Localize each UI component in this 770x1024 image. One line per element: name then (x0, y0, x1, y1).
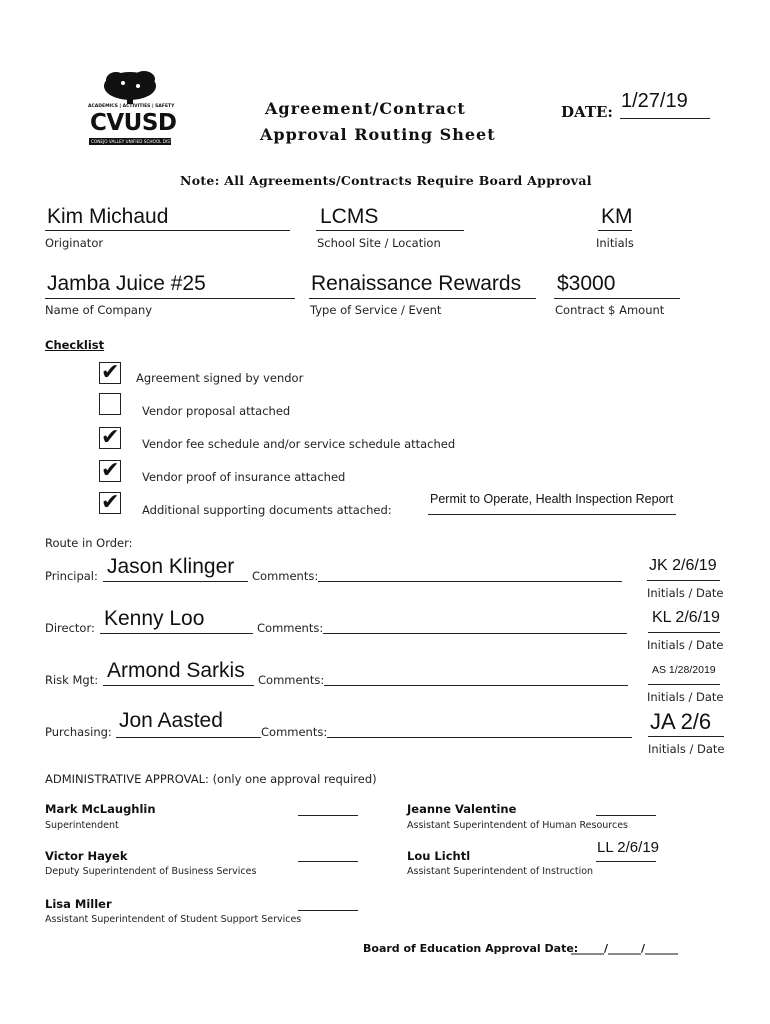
checklist-item-label: Vendor proposal attached (142, 404, 291, 418)
checkbox-vendor-proposal[interactable] (99, 393, 121, 415)
approver-name: Jeanne Valentine (407, 802, 517, 816)
approver-title: Superintendent (45, 820, 119, 831)
form-title-line1: Agreement/Contract (265, 99, 466, 118)
signature-line[interactable] (298, 815, 358, 816)
initials-date-label: Initials / Date (647, 586, 724, 600)
originator-value: Kim Michaud (47, 205, 169, 228)
comments-label: Comments: (252, 569, 319, 583)
route-heading: Route in Order: (45, 536, 133, 550)
route-name-risk: Armond Sarkis (107, 659, 245, 682)
route-role-principal: Principal: (45, 569, 98, 583)
school-site-value: LCMS (320, 205, 379, 228)
approver-title: Assistant Superintendent of Human Resources (407, 820, 628, 831)
checkmark-icon: ✔ (101, 489, 120, 514)
approver-name: Victor Hayek (45, 849, 128, 863)
route-name-principal: Jason Klinger (107, 555, 235, 578)
comments-label: Comments: (258, 673, 325, 687)
district-logo (88, 66, 183, 148)
route-initials-principal: JK 2/6/19 (649, 557, 717, 574)
checklist-item-label: Additional supporting documents attached: (142, 503, 392, 517)
route-initials-director: KL 2/6/19 (652, 609, 720, 626)
board-approval-label: Board of Education Approval Date: (363, 942, 579, 955)
board-approval-date[interactable]: ______/______/______ (571, 942, 679, 955)
logo-name: CVUSD (90, 110, 177, 136)
approver-title: Deputy Superintendent of Business Services (45, 866, 257, 877)
approver-name: Lisa Miller (45, 897, 112, 911)
originator-label: Originator (45, 236, 104, 250)
route-initials-risk: AS 1/28/2019 (652, 664, 716, 676)
approver-title: Assistant Superintendent of Student Support Services (45, 914, 302, 925)
approver-name: Mark McLaughlin (45, 802, 156, 816)
approver-title: Assistant Superintendent of Instruction (407, 866, 594, 877)
route-role-risk: Risk Mgt: (45, 673, 99, 687)
oak-tree-icon (88, 66, 172, 106)
amount-label: Contract $ Amount (555, 303, 665, 317)
checklist-heading: Checklist (45, 338, 105, 352)
checkmark-icon: ✔ (101, 457, 120, 482)
form-title-line2: Approval Routing Sheet (260, 125, 496, 144)
initials-date-label: Initials / Date (647, 690, 724, 704)
approver-signature-lou: LL 2/6/19 (597, 839, 659, 856)
checkbox-agreement-signed[interactable] (99, 359, 121, 384)
school-site-label: School Site / Location (317, 236, 441, 250)
checklist-item-label: Vendor fee schedule and/or service schedule attached (142, 437, 456, 451)
admin-heading: ADMINISTRATIVE APPROVAL: (only one approval required) (45, 772, 377, 786)
route-initials-purchasing: JA 2/6 (650, 709, 712, 734)
comments-label: Comments: (261, 725, 328, 739)
checkmark-icon: ✔ (101, 424, 120, 449)
route-role-director: Director: (45, 621, 95, 635)
comments-label: Comments: (257, 621, 324, 635)
initials-date-label: Initials / Date (648, 742, 725, 756)
company-label: Name of Company (45, 303, 153, 317)
route-role-purchasing: Purchasing: (45, 725, 112, 739)
logo-tagline: ACADEMICS | ACTIVITIES | SAFETY (88, 104, 175, 109)
service-value: Renaissance Rewards (311, 272, 522, 295)
route-name-purchasing: Jon Aasted (119, 709, 223, 732)
date-label: DATE: (561, 103, 613, 121)
checklist-item-label: Vendor proof of insurance attached (142, 470, 346, 484)
service-label: Type of Service / Event (310, 303, 442, 317)
amount-value: $3000 (557, 272, 616, 295)
logo-subtitle: CONEJO VALLEY UNIFIED SCHOOL DISTRICT (91, 139, 183, 144)
initials-label: Initials (596, 236, 634, 250)
checkbox-fee-schedule[interactable] (99, 424, 121, 449)
signature-line[interactable] (298, 910, 358, 911)
checkmark-icon: ✔ (101, 359, 120, 384)
route-name-director: Kenny Loo (104, 607, 205, 630)
date-value: 1/27/19 (621, 90, 688, 112)
checkbox-additional-docs[interactable] (99, 489, 121, 514)
approver-name: Lou Lichtl (407, 849, 471, 863)
signature-line[interactable] (596, 815, 656, 816)
checklist-item-label: Agreement signed by vendor (136, 371, 304, 385)
board-note: Note: All Agreements/Contracts Require Board Approval (180, 173, 592, 188)
additional-docs-value: Permit to Operate, Health Inspection Report (430, 492, 674, 506)
signature-line[interactable] (298, 861, 358, 862)
initials-value: KM (601, 205, 633, 228)
company-value: Jamba Juice #25 (47, 272, 206, 295)
signature-line[interactable] (596, 861, 656, 862)
checkbox-proof-insurance[interactable] (99, 457, 121, 482)
initials-date-label: Initials / Date (647, 638, 724, 652)
